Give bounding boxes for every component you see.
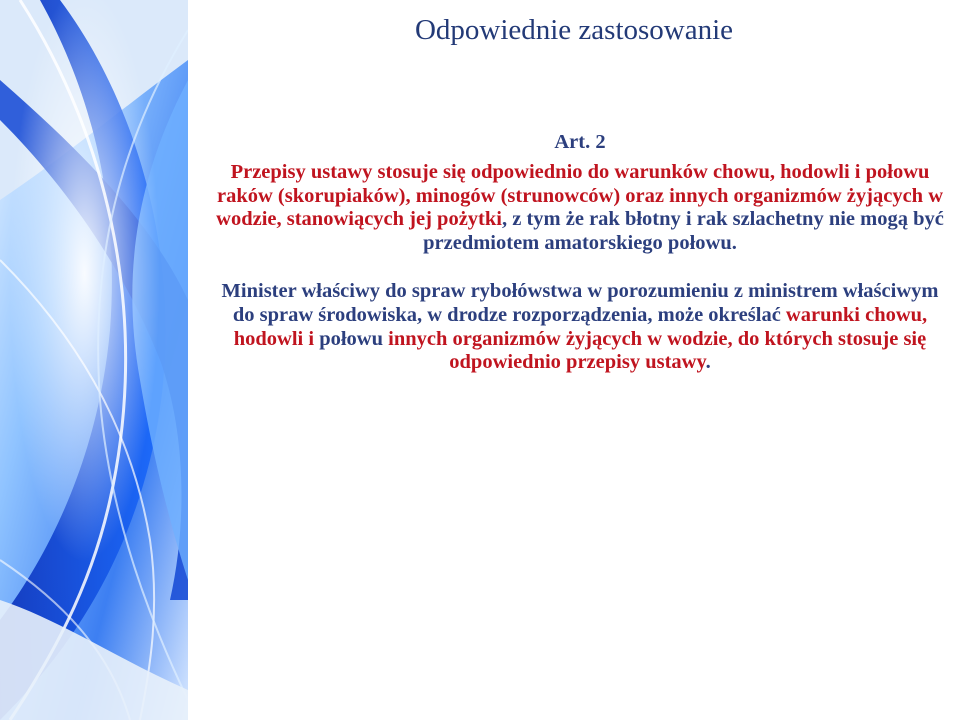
- paragraph-1: [210, 161, 950, 256]
- paragraph-2-part-4: innych organizmów żyjących w wodzie, do których stosuje się odpowiednio przepisy ustawy: [388, 327, 927, 374]
- paragraph-1-part-3: , z tym że rak błotny i rak szlachetny nie mogą być przedmiotem amatorskiego połowu.: [423, 208, 944, 255]
- decorative-blue-swirl-image: [0, 0, 188, 720]
- paragraph-1-part-1: Przepisy ustawy stosuje się odpowiednio do warunków chowu, hodowli i połowu: [230, 160, 930, 183]
- slide-title: Odpowiednie zastosowanie: [414, 14, 734, 46]
- paragraph-2-part-3: połowu: [319, 327, 389, 350]
- paragraph-2-part-5: .: [705, 351, 711, 374]
- paragraph-2-part-2: warunki chowu, hodowli i: [233, 303, 928, 350]
- slide-body: [210, 131, 950, 375]
- article-heading: Art. 2: [554, 131, 606, 153]
- paragraph-1-part-2: raków (skorupiaków), minogów (strunowców) oraz innych organizmów żyjących w wodzie, stanowiących jej pożytki: [216, 184, 943, 231]
- paragraph-2-part-1: Minister właściwy do spraw rybołówstwa w porozumieniu z ministrem właściwym do spraw środowiska, w drodze rozporządzenia, może określać: [221, 279, 939, 326]
- paragraph-2: [210, 280, 950, 375]
